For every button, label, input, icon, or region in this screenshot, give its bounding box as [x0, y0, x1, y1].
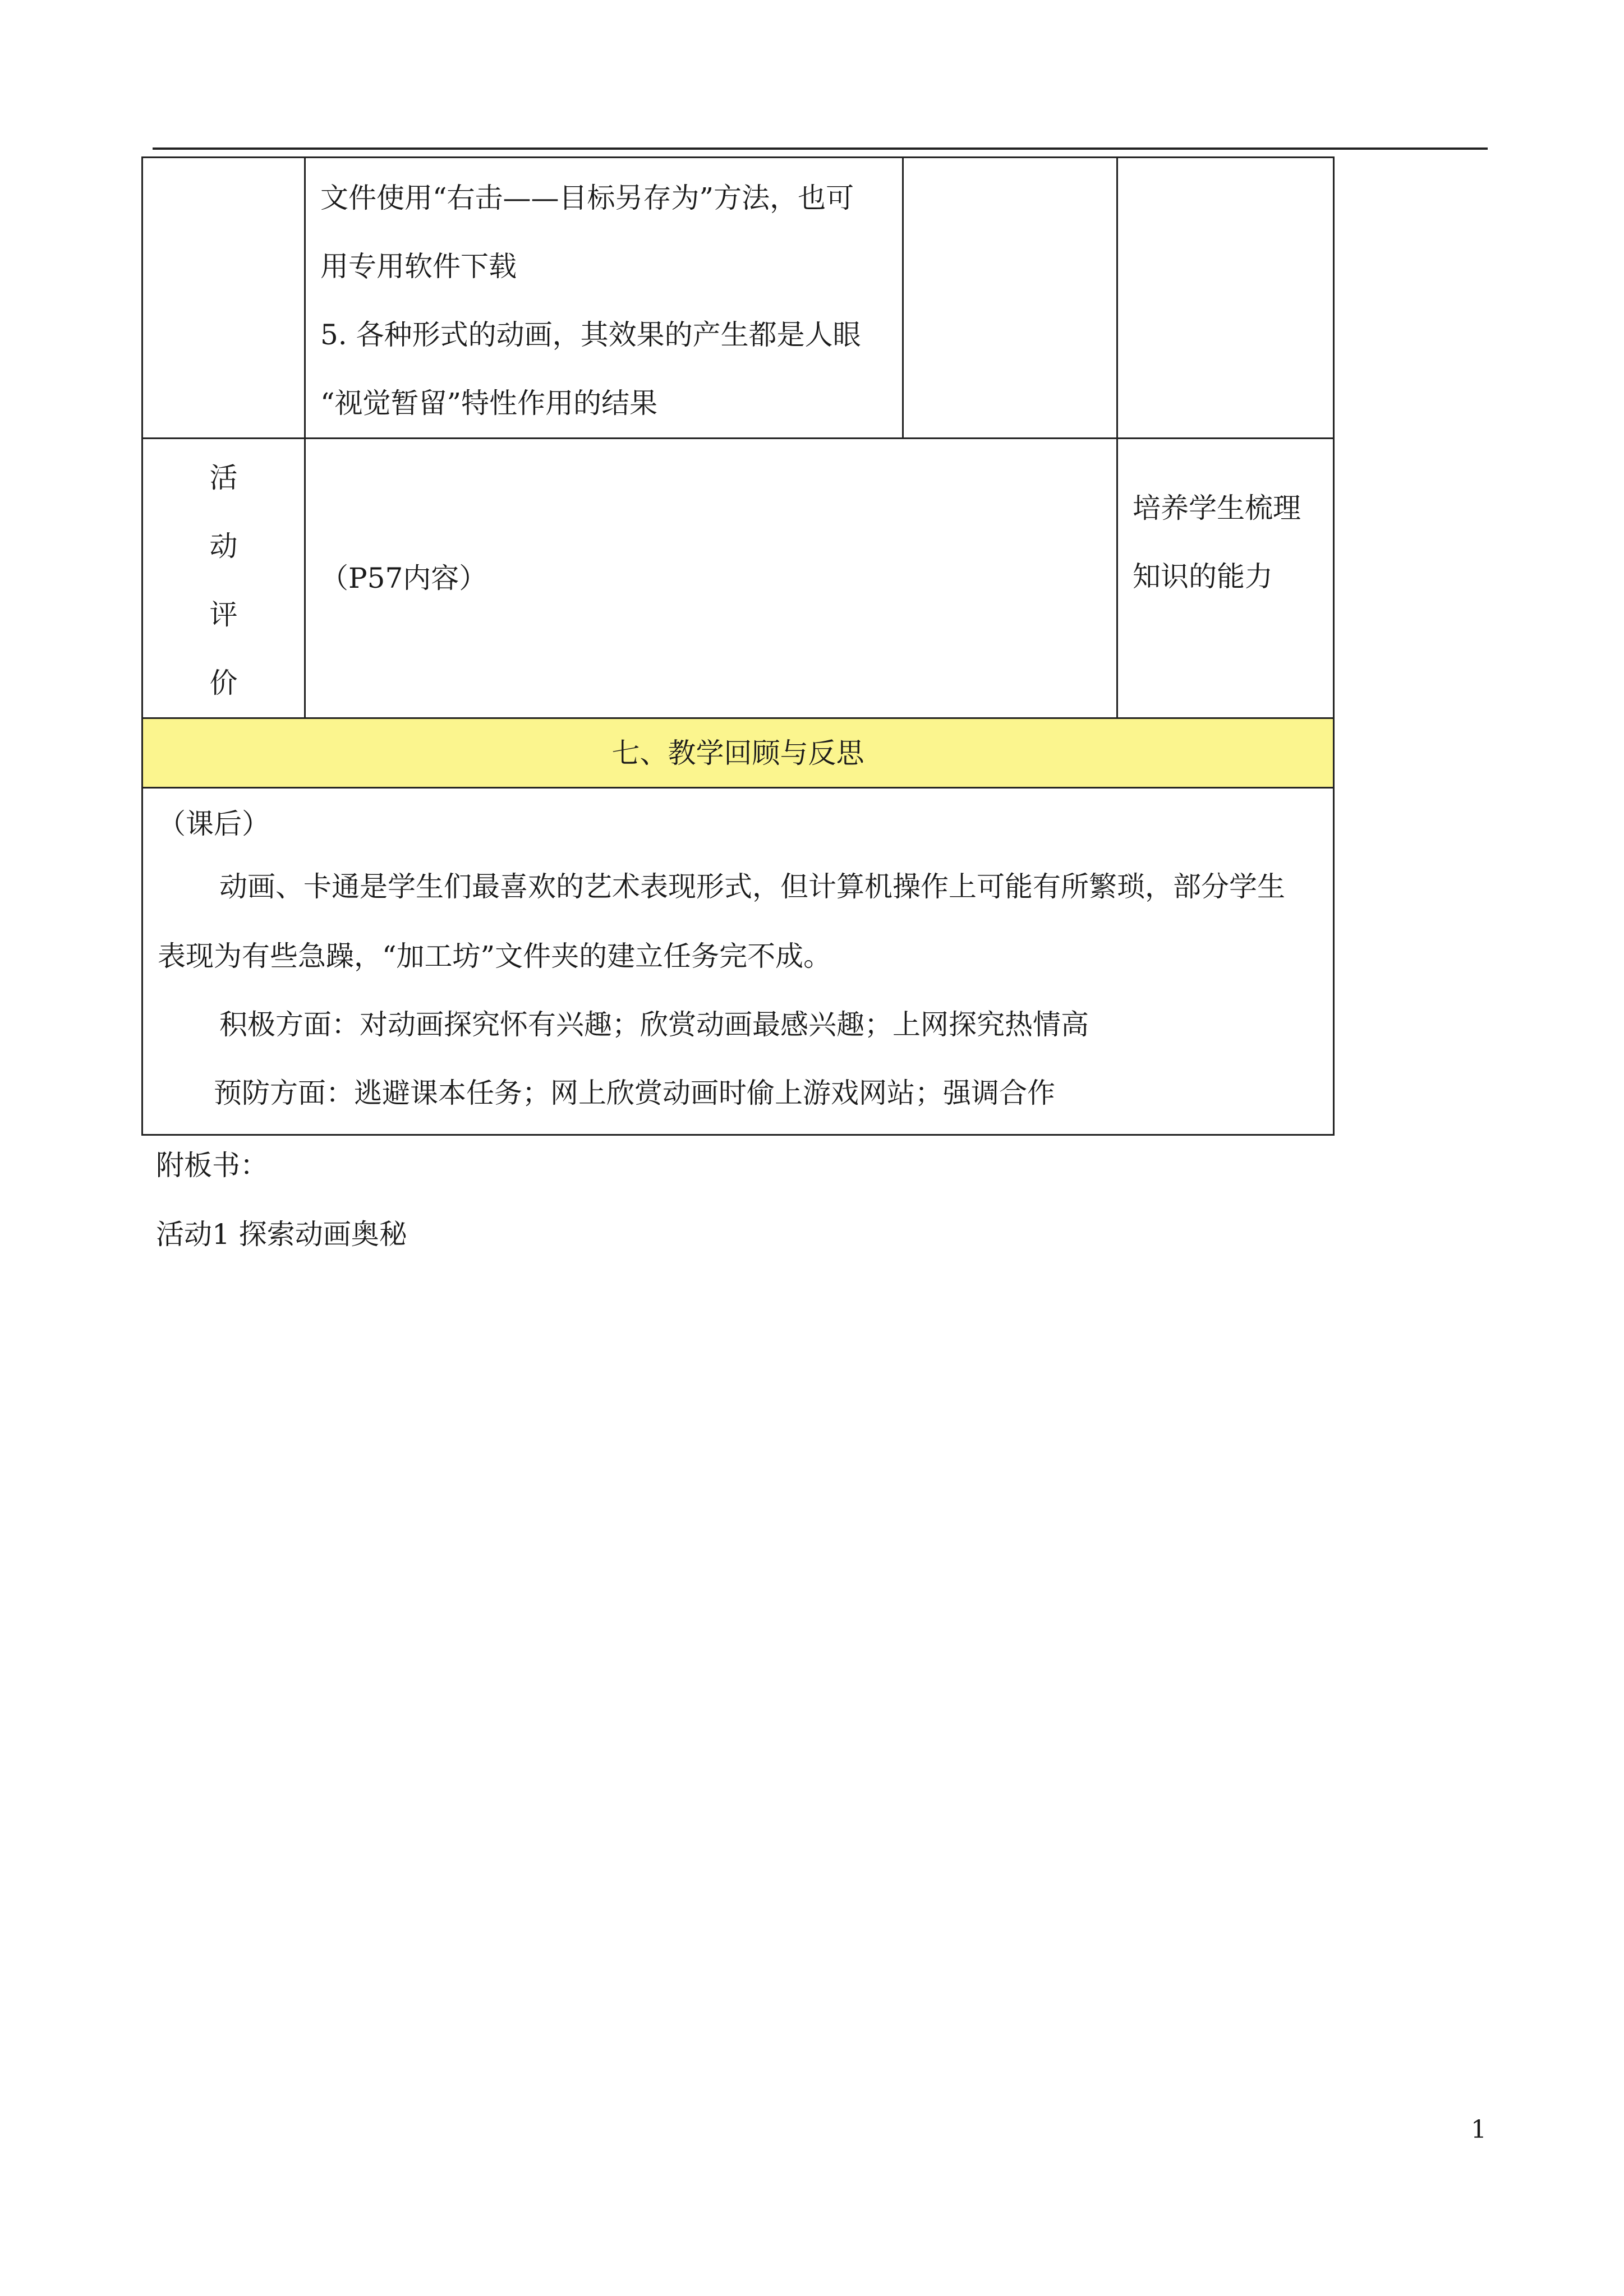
table-row-reflection [142, 788, 1334, 1135]
content-line: 5. 各种形式的动画，其效果的产生都是人眼 [320, 319, 861, 351]
board-activity: 活动1 探索动画奥秘 [156, 1218, 407, 1251]
table-row-download [142, 158, 1334, 439]
activity-evaluation-label [142, 439, 305, 718]
label-char: 动 [209, 530, 238, 563]
header-rule [153, 147, 1488, 150]
lesson-plan-table [141, 156, 1335, 1136]
reflection-line: （课后） [158, 808, 270, 840]
reflection-line: 动画、卡通是学生们最喜欢的艺术表现形式，但计算机操作上可能有所繁琐，部分学生 [219, 870, 1285, 903]
purpose-line: 知识的能力 [1133, 560, 1273, 593]
empty-cell [903, 158, 1117, 439]
content-line: 文件使用“右击——目标另存为”方法，也可 [320, 182, 854, 214]
reflection-line: 表现为有些急躁，“加工坊”文件夹的建立任务完不成。 [158, 940, 832, 972]
label-char: 评 [209, 598, 238, 631]
page-number: 1 [1471, 2115, 1487, 2144]
evaluation-content: （P57内容） [320, 562, 487, 594]
table-row-heading [142, 718, 1334, 788]
purpose-cell [1117, 439, 1334, 718]
section-heading: 七、教学回顾与反思 [142, 718, 1334, 788]
purpose-line: 培养学生梳理 [1133, 492, 1301, 524]
content-line: 用专用软件下载 [320, 250, 517, 283]
empty-label-cell [142, 158, 305, 439]
board-label: 附板书： [156, 1149, 268, 1182]
content-cell [305, 158, 903, 439]
content-line: “视觉暂留”特性作用的结果 [320, 387, 658, 419]
empty-cell [1117, 158, 1334, 439]
table-row-evaluation [142, 439, 1334, 718]
label-char: 活 [209, 462, 238, 494]
reflection-line: 预防方面：逃避课本任务；网上欣赏动画时偷上游戏网站；强调合作 [214, 1077, 1055, 1109]
label-char: 价 [209, 667, 238, 699]
reflection-line: 积极方面：对动画探究怀有兴趣；欣赏动画最感兴趣；上网探究热情高 [219, 1008, 1089, 1041]
evaluation-content-cell [305, 439, 1117, 718]
reflection-cell [142, 788, 1334, 1135]
